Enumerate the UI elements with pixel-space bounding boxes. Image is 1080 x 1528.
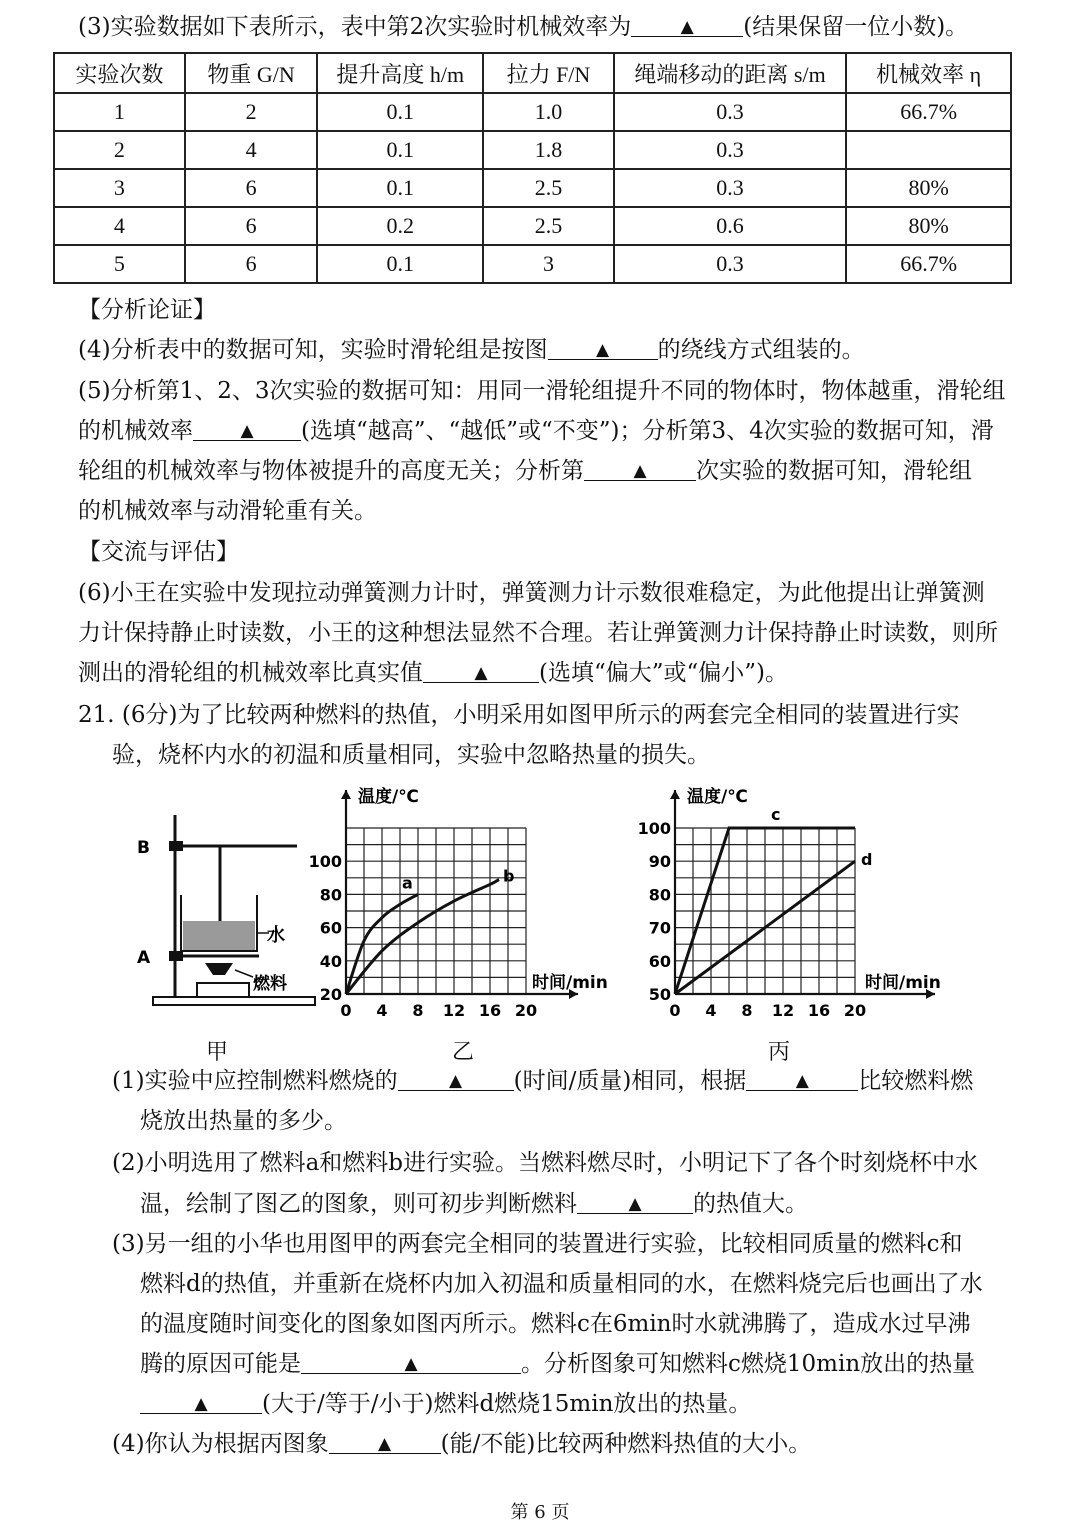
y-tick-label: 20: [319, 985, 342, 1004]
q6-blank[interactable]: [423, 658, 539, 683]
series-label-b: b: [503, 866, 515, 886]
q5-line-4: 的机械效率与动滑轮重有关。: [78, 498, 377, 524]
blank-marker: ▲: [680, 17, 694, 37]
y-tick-label: 50: [648, 985, 671, 1004]
q5-line3-suffix: 次实验的数据可知，滑轮组: [696, 458, 972, 484]
sub4-suffix: (能/不能)比较两种燃料热值的大小。: [440, 1431, 812, 1457]
table-cell: 4: [185, 131, 318, 169]
q21-line-2: 验，烧杯内水的初温和质量相同，实验中忽略热量的损失。: [112, 742, 710, 768]
x-tick-label: 4: [705, 1001, 717, 1020]
table-cell: 2: [54, 131, 185, 169]
table-row: [54, 131, 1011, 169]
sub3-line4-suffix: 。分析图象可知燃料c燃烧10min放出的热量: [521, 1351, 976, 1377]
table-cell: 2.5: [483, 169, 614, 207]
series-label-d: d: [861, 850, 873, 870]
table-cell: 1: [54, 93, 185, 131]
blank-marker: ▲: [474, 663, 488, 683]
table-row: [54, 245, 1011, 283]
table-row: [54, 169, 1011, 207]
x-axis-label: 时间/min: [865, 973, 941, 993]
y-tick-label: 80: [319, 885, 342, 905]
y-axis-label: 温度/℃: [358, 787, 419, 807]
sub2-suffix: 的热值大。: [693, 1191, 808, 1217]
sub1-blank-2[interactable]: [746, 1066, 858, 1091]
x-tick-label: 0: [340, 1001, 352, 1020]
y-tick-label: 70: [648, 918, 671, 938]
sub3-blank-2[interactable]: [140, 1389, 262, 1414]
experiment-table: [53, 52, 1012, 284]
q5-line-3: [78, 456, 1040, 486]
table-cell: 2: [185, 93, 318, 131]
table-cell: 0.1: [317, 245, 483, 283]
q6-line-1: (6)小王在实验中发现拉动弹簧测力计时，弹簧测力计示数很难稳定，为此他提出让弹簧测: [78, 580, 985, 606]
sub1-prefix: (1)实验中应控制燃料燃烧的: [112, 1068, 398, 1094]
header-weight: 物重 G/N: [185, 53, 318, 93]
blank-marker: ▲: [240, 421, 254, 441]
header-distance: 绳端移动的距离 s/m: [614, 53, 846, 93]
table-cell: 6: [185, 207, 318, 245]
y-tick-label: 80: [648, 885, 671, 905]
series-label-c: c: [771, 805, 781, 824]
x-tick-label: 16: [807, 1001, 831, 1020]
y-axis-label: 温度/℃: [687, 787, 748, 807]
blank-marker: ▲: [378, 1434, 392, 1454]
table-cell: 4: [54, 207, 185, 245]
table-cell: 66.7%: [846, 245, 1011, 283]
table-cell: 0.3: [614, 169, 846, 207]
table-cell: 0.6: [614, 207, 846, 245]
table-header-row: [54, 53, 1011, 93]
sub4-blank[interactable]: [329, 1429, 441, 1454]
q5-blank-2[interactable]: [584, 456, 696, 481]
q5-line-1: (5)分析第1、2、3次实验的数据可知：用同一滑轮组提升不同的物体时，物体越重，滑轮组: [78, 378, 1006, 404]
blank-marker: ▲: [449, 1071, 463, 1091]
table-cell: 1.0: [483, 93, 614, 131]
sub4-prefix: (4)你认为根据丙图象: [112, 1431, 329, 1457]
y-tick-label: 100: [308, 852, 342, 872]
sub1-line-1: [112, 1066, 1040, 1096]
sub1-line-2: 烧放出热量的多少。: [140, 1108, 347, 1134]
section-analysis: 【分析论证】: [78, 297, 216, 323]
page-footer: 第 6 页: [510, 1502, 570, 1523]
x-tick-label: 20: [514, 1001, 538, 1020]
y-axis-arrow: [341, 790, 351, 799]
blank-marker: ▲: [633, 461, 647, 481]
q5-line2-suffix: (选填“越高”、“越低”或“不变”)；分析第3、4次实验的数据可知，滑: [301, 418, 994, 444]
sub3-line-3: 的温度随时间变化的图象如图丙所示。燃料c在6min时水就沸腾了，造成水过早沸: [140, 1311, 971, 1337]
table-cell: 80%: [846, 169, 1011, 207]
fuel-burner: [205, 963, 233, 975]
table-cell: 3: [483, 245, 614, 283]
y-tick-label: 90: [648, 852, 671, 872]
q3-prefix: (3)实验数据如下表所示，表中第2次实验时机械效率为: [78, 14, 632, 40]
sub2-line-1: (2)小明选用了燃料a和燃料b进行实验。当燃料燃尽时，小明记下了各个时刻烧杯中水: [112, 1150, 979, 1176]
q5-line3-prefix: 轮组的机械效率与物体被提升的高度无关；分析第: [78, 458, 584, 484]
sub4-line: [112, 1429, 1040, 1459]
q5-blank-1[interactable]: [193, 416, 301, 441]
table-cell: 6: [185, 169, 318, 207]
label-a: A: [137, 948, 151, 968]
sub3-line4-prefix: 腾的原因可能是: [140, 1351, 301, 1377]
sub1-suffix: 比较燃料燃: [858, 1068, 974, 1094]
section-eval: 【交流与评估】: [78, 539, 239, 565]
sub2-line-2: [140, 1189, 1040, 1219]
clamp-b: [169, 841, 183, 851]
chart-bing: [635, 780, 965, 1030]
caption-jia: 甲: [206, 1040, 229, 1065]
sub2-prefix: 温，绘制了图乙的图象，则可初步判断燃料: [140, 1191, 577, 1217]
apparatus-figure: [125, 805, 325, 1020]
chart-yi: [308, 780, 608, 1030]
sub3-line-4: [140, 1349, 1040, 1379]
table-row: [54, 93, 1011, 131]
y-tick-label: 40: [319, 951, 342, 971]
x-tick-label: 8: [741, 1001, 753, 1020]
table-cell: 0.1: [317, 169, 483, 207]
sub3-blank-1[interactable]: [301, 1349, 521, 1374]
q3-line: [78, 12, 1040, 42]
table-cell: 6: [185, 245, 318, 283]
table-cell: 0.3: [614, 245, 846, 283]
x-axis-label: 时间/min: [532, 973, 608, 993]
sub3-line5-suffix: (大于/等于/小于)燃料d燃烧15min放出的热量。: [262, 1391, 752, 1417]
blank-marker: ▲: [404, 1354, 418, 1374]
x-tick-label: 20: [843, 1001, 867, 1020]
header-efficiency: 机械效率 η: [846, 53, 1011, 93]
table-cell: 1.8: [483, 131, 614, 169]
table-cell: 0.1: [317, 131, 483, 169]
fuel-pointer: [235, 970, 253, 977]
q4-suffix: 的绕线方式组装的。: [657, 337, 865, 363]
label-b: B: [137, 838, 150, 858]
caption-bing: 丙: [768, 1040, 791, 1065]
q6-line-3: [78, 658, 1040, 688]
table-cell: 66.7%: [846, 93, 1011, 131]
table-cell: 2.5: [483, 207, 614, 245]
q6-line3-prefix: 测出的滑轮组的机械效率比真实值: [78, 660, 423, 686]
table-cell: 0.3: [614, 131, 846, 169]
table-cell: 3: [54, 169, 185, 207]
burner-block: [197, 983, 249, 997]
q21-line-1: 21. (6分)为了比较两种燃料的热值，小明采用如图甲所示的两套完全相同的装置进行实: [78, 702, 960, 728]
q5-line2-prefix: 的机械效率: [78, 418, 193, 444]
caption-yi: 乙: [452, 1040, 475, 1065]
table-cell: 0.3: [614, 93, 846, 131]
q4-line: [78, 335, 1040, 365]
blank-marker: ▲: [194, 1394, 208, 1414]
blank-marker: ▲: [795, 1071, 809, 1091]
q4-prefix: (4)分析表中的数据可知，实验时滑轮组是按图: [78, 337, 548, 363]
sub2-blank[interactable]: [577, 1189, 693, 1214]
sub3-line-5: [140, 1389, 1040, 1419]
x-tick-label: 12: [771, 1001, 795, 1020]
label-fuel: 燃料: [253, 974, 287, 994]
q6-line-2: 力计保持静止时读数，小王的这种想法显然不合理。若让弹簧测力计保持静止时读数，则所: [78, 620, 998, 646]
q3-suffix: (结果保留一位小数)。: [743, 14, 969, 40]
y-tick-label: 100: [637, 819, 671, 838]
blank-marker: ▲: [628, 1194, 642, 1214]
sub1-mid: (时间/质量)相同，根据: [513, 1068, 747, 1094]
x-tick-label: 0: [669, 1001, 681, 1020]
q6-line3-suffix: (选填“偏大”或“偏小”)。: [539, 660, 788, 686]
x-tick-label: 12: [442, 1001, 466, 1020]
table-row: [54, 207, 1011, 245]
header-force: 拉力 F/N: [483, 53, 614, 93]
header-trial: 实验次数: [54, 53, 185, 93]
water: [183, 921, 255, 950]
q4-blank[interactable]: [548, 335, 658, 360]
header-height: 提升高度 h/m: [317, 53, 483, 93]
y-tick-label: 60: [648, 951, 671, 971]
clamp-a: [169, 951, 183, 961]
q5-line-2: [78, 416, 1040, 446]
table-cell: 5: [54, 245, 185, 283]
table-cell: 0.2: [317, 207, 483, 245]
q3-blank[interactable]: [631, 12, 743, 37]
y-axis-arrow: [670, 790, 680, 799]
stand-base: [153, 997, 315, 1005]
x-tick-label: 16: [478, 1001, 502, 1020]
y-tick-label: 60: [319, 918, 342, 938]
sub3-line-1: (3)另一组的小华也用图甲的两套完全相同的装置进行实验，比较相同质量的燃料c和: [112, 1231, 963, 1257]
table-cell: 0.1: [317, 93, 483, 131]
x-tick-label: 4: [376, 1001, 388, 1020]
series-label-a: a: [402, 873, 413, 893]
x-tick-label: 8: [412, 1001, 424, 1020]
table-cell-empty[interactable]: [846, 131, 1011, 169]
sub3-line-2: 燃料d的热值，并重新在烧杯内加入初温和质量相同的水，在燃料烧完后也画出了水: [140, 1271, 983, 1297]
sub1-blank-1[interactable]: [398, 1066, 514, 1091]
table-cell: 80%: [846, 207, 1011, 245]
blank-marker: ▲: [596, 340, 610, 360]
label-water: 水: [267, 925, 285, 946]
